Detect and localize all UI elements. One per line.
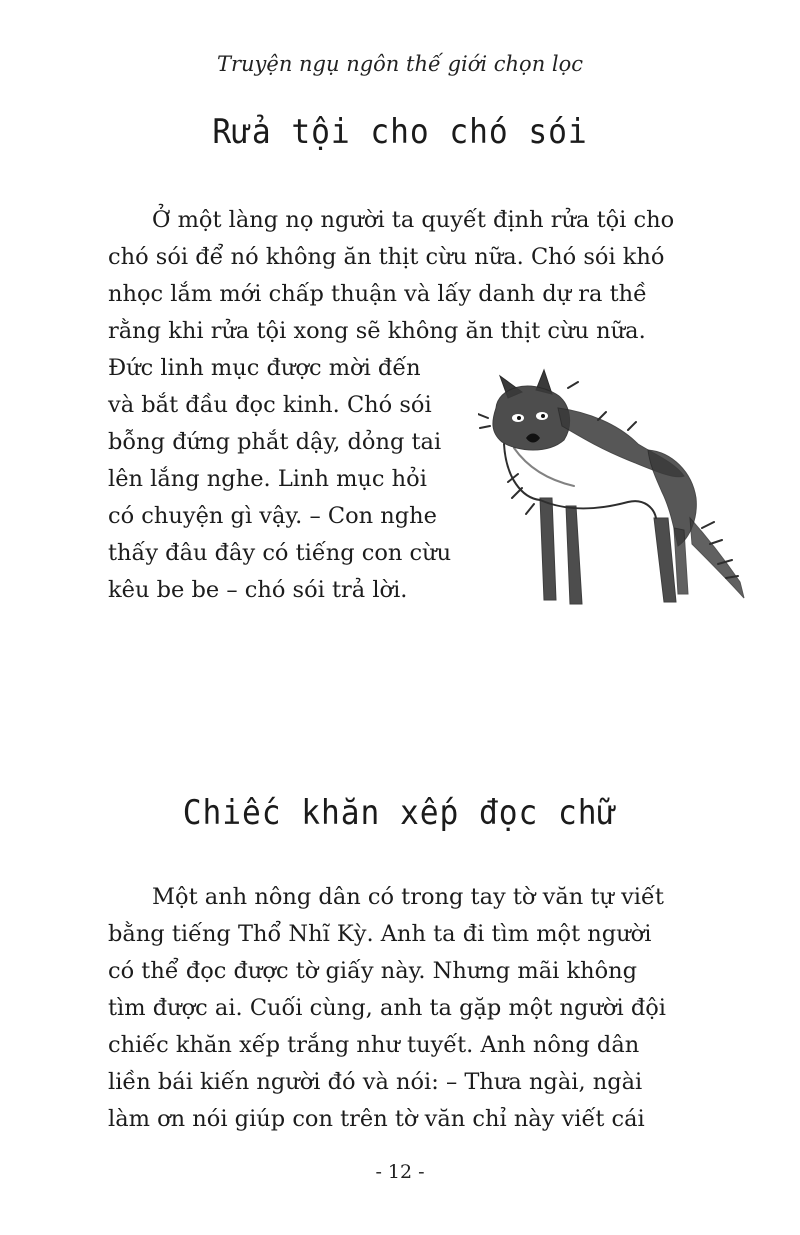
text-line: kêu be be – chó sói trả lời. [108, 577, 408, 603]
text-line: Ở một làng nọ người ta quyết định rửa tội cho [152, 207, 675, 233]
text-line: có chuyện gì vậy. – Con nghe [108, 503, 437, 529]
text-line: chó sói để nó không ăn thịt cừu nữa. Chó sói khó [108, 244, 665, 270]
text-line: Đức linh mục được mời đến [108, 355, 421, 381]
page-number: - 12 - [375, 1161, 425, 1183]
text-line: nhọc lắm mới chấp thuận và lấy danh dự ra thề [108, 281, 647, 307]
story-title-2: Chiếc khăn xếp đọc chữ [182, 793, 618, 833]
text-line: thấy đâu đây có tiếng con cừu [108, 540, 452, 566]
text-line: bỗng đứng phắt dậy, dỏng tai [108, 429, 442, 455]
text-line: Một anh nông dân có trong tay tờ văn tự viết [152, 884, 664, 910]
text-line: làm ơn nói giúp con trên tờ văn chỉ này viết cái [108, 1106, 645, 1132]
wolf-illustration [478, 368, 750, 618]
story-2-text [108, 879, 666, 1138]
story-title-1: Rửa tội cho chó sói [212, 112, 588, 152]
text-line: lên lắng nghe. Linh mục hỏi [108, 466, 427, 492]
text-line: bằng tiếng Thổ Nhĩ Kỳ. Anh ta đi tìm một người [108, 921, 652, 947]
text-line: có thể đọc được tờ giấy này. Nhưng mãi không [108, 958, 638, 984]
text-line: liền bái kiến người đó và nói: – Thưa ngài, ngài [108, 1069, 643, 1095]
text-line: và bắt đầu đọc kinh. Chó sói [108, 392, 432, 418]
text-line: chiếc khăn xếp trắng như tuyết. Anh nông dân [108, 1032, 640, 1058]
text-line: tìm được ai. Cuối cùng, anh ta gặp một người đội [108, 995, 666, 1021]
running-header: Truyện ngụ ngôn thế giới chọn lọc [216, 52, 584, 76]
text-line: rằng khi rửa tội xong sẽ không ăn thịt cừu nữa. [108, 318, 646, 344]
